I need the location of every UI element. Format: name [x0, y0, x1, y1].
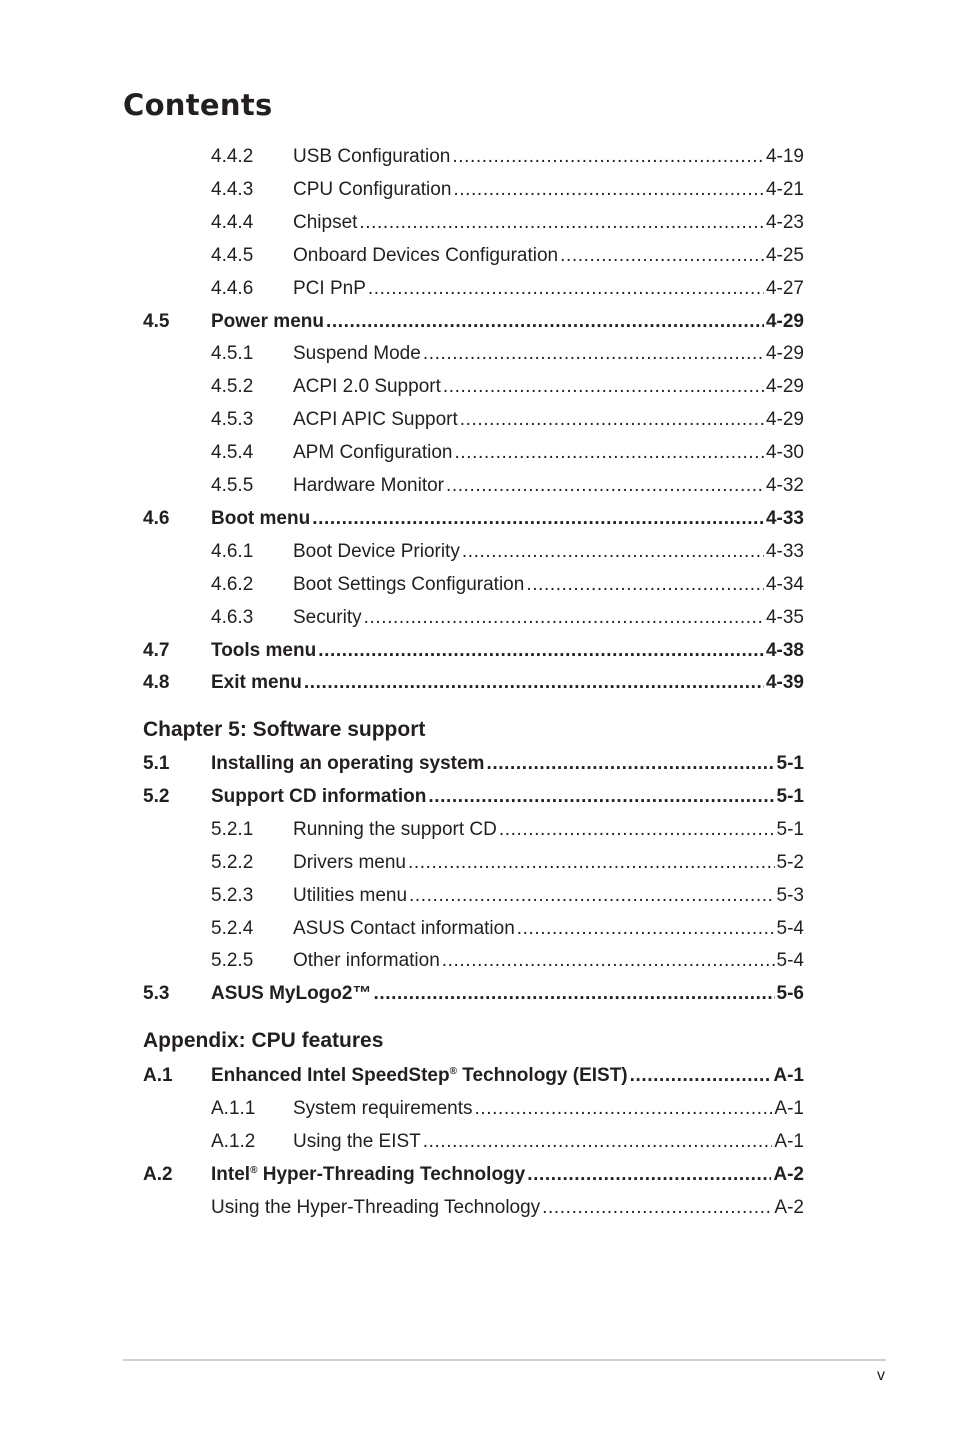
- toc-entry-number: 5.1: [143, 753, 170, 774]
- toc-entry-title-text: Boot Device Priority: [293, 541, 460, 562]
- toc-entry-page: A-2: [773, 1164, 804, 1185]
- toc-entry-page: 5-4: [776, 918, 804, 939]
- toc-entry-page: 4-25: [765, 245, 804, 266]
- toc-entry-title: [211, 310, 326, 334]
- toc-entry-title: [211, 507, 312, 531]
- toc-entry-page: 5-4: [776, 950, 804, 971]
- toc-entry-title: [293, 145, 452, 169]
- toc-entry-title-text: ACPI 2.0 Support: [293, 376, 441, 397]
- dot-leader: [368, 277, 764, 301]
- toc-entry-number: 4.5.4: [211, 442, 254, 463]
- toc-entry[interactable]: [0, 917, 954, 941]
- dot-leader: [630, 1064, 772, 1088]
- toc-entry-title-text: Running the support CD: [293, 819, 497, 840]
- dot-leader: [499, 818, 775, 842]
- dot-leader: [364, 606, 764, 630]
- toc-entry[interactable]: [0, 1196, 954, 1220]
- toc-entry-number: 4.6.2: [211, 574, 254, 595]
- toc-entry[interactable]: [0, 1163, 954, 1187]
- toc-entry[interactable]: [0, 540, 954, 564]
- toc-entry-title: [293, 884, 409, 908]
- toc-entry-title: [211, 1064, 630, 1088]
- toc-entry-title-text: Drivers menu: [293, 852, 406, 873]
- dot-leader: [460, 408, 764, 432]
- dot-leader: [408, 851, 775, 875]
- registered-mark: ®: [250, 1165, 258, 1176]
- toc-entry-number: 4.7: [143, 640, 170, 661]
- toc-entry-number: 5.2: [143, 786, 170, 807]
- toc-entry[interactable]: [0, 375, 954, 399]
- dot-leader: [452, 145, 764, 169]
- toc-entry-number: 4.6.3: [211, 607, 254, 628]
- dot-leader: [423, 1130, 773, 1154]
- toc-entry-page: 4-29: [765, 409, 804, 430]
- toc-entry-number: 4.5.5: [211, 475, 254, 496]
- toc-entry[interactable]: [0, 342, 954, 366]
- toc-entry-title: [211, 752, 486, 776]
- toc-entry-title: [293, 277, 368, 301]
- toc-entry[interactable]: [0, 145, 954, 169]
- toc-entry-number: 4.6: [143, 508, 170, 529]
- toc-entry-page: 5-2: [776, 852, 804, 873]
- registered-mark: ®: [449, 1066, 457, 1077]
- toc-entry-number: 4.8: [143, 672, 170, 693]
- dot-leader: [409, 884, 774, 908]
- toc-entry-page: A-1: [774, 1098, 804, 1119]
- toc-entry-title: [293, 949, 442, 973]
- toc-entry[interactable]: [0, 639, 954, 663]
- toc-entry-title-text: Hyper-Threading Technology: [257, 1164, 526, 1185]
- toc-entry-title-text: Using the EIST: [293, 1131, 421, 1152]
- toc-entry-title-text: CPU Configuration: [293, 179, 452, 200]
- toc-entry-page: 4-19: [765, 146, 804, 167]
- toc-entry-title-text: Intel: [211, 1164, 251, 1185]
- toc-entry-number: 5.2.2: [211, 852, 254, 873]
- dot-leader: [486, 752, 774, 776]
- toc-entry-page: 4-33: [765, 541, 804, 562]
- toc-entry[interactable]: [0, 441, 954, 465]
- toc-entry[interactable]: [0, 785, 954, 809]
- toc-entry-title-text: Boot Settings Configuration: [293, 574, 525, 595]
- toc-entry-page: 5-6: [776, 983, 804, 1004]
- toc-entry-title-text: ASUS MyLogo2™: [211, 983, 372, 1004]
- toc-entry-title: [293, 375, 443, 399]
- toc-entry[interactable]: [0, 851, 954, 875]
- toc-entry-title-text: PCI PnP: [293, 278, 366, 299]
- toc-entry-number: A.1.1: [211, 1098, 256, 1119]
- toc-entry-title: [293, 342, 423, 366]
- toc-entry-title-text: Utilities menu: [293, 885, 408, 906]
- dot-leader: [428, 785, 774, 809]
- toc-entry-title: [211, 1196, 542, 1220]
- toc-entry-title-text: Enhanced Intel SpeedStep: [211, 1065, 450, 1086]
- dot-leader: [326, 310, 764, 334]
- toc-entry-number: 4.5.2: [211, 376, 254, 397]
- toc-entry-title-text: APM Configuration: [293, 442, 453, 463]
- toc-entry-number: 5.2.4: [211, 918, 254, 939]
- toc-entry-page: 5-1: [776, 753, 804, 774]
- toc-entry-title-text: Installing an operating system: [211, 753, 485, 774]
- dot-leader: [517, 917, 775, 941]
- toc-entry-title: [293, 474, 446, 498]
- toc-entry[interactable]: [0, 982, 954, 1006]
- toc-entry-title: [211, 671, 304, 695]
- toc-entry-title: [293, 606, 364, 630]
- dot-leader: [462, 540, 764, 564]
- toc-entry[interactable]: [0, 244, 954, 268]
- toc-entry-number: 4.4.6: [211, 278, 254, 299]
- toc-entry[interactable]: [0, 474, 954, 498]
- toc-entry[interactable]: [0, 1097, 954, 1121]
- toc-entry-page: 4-29: [765, 311, 804, 332]
- toc-entry-number: 4.5: [143, 311, 170, 332]
- dot-leader: [453, 178, 764, 202]
- toc-entry-number: 5.2.1: [211, 819, 254, 840]
- toc-entry-title-text: ACPI APIC Support: [293, 409, 458, 430]
- toc-entry-title: [293, 408, 460, 432]
- toc-entry-title-text: Tools menu: [211, 640, 317, 661]
- toc-entry[interactable]: [0, 408, 954, 432]
- toc-entry-page: 5-1: [776, 786, 804, 807]
- toc-entry-page: 5-1: [776, 819, 804, 840]
- toc-entry[interactable]: [0, 752, 954, 776]
- toc-entry-page: 4-27: [765, 278, 804, 299]
- toc-entry-page: 4-32: [765, 475, 804, 496]
- toc-entry-title: [211, 982, 373, 1006]
- toc-entry[interactable]: [0, 949, 954, 973]
- toc-entry-page: 4-34: [765, 574, 804, 595]
- toc-entry[interactable]: [0, 211, 954, 235]
- dot-leader: [443, 375, 764, 399]
- dot-leader: [475, 1097, 773, 1121]
- toc-entry-page: A-2: [774, 1197, 804, 1218]
- toc-entry-number: A.2: [143, 1164, 173, 1185]
- dot-leader: [446, 474, 764, 498]
- toc-entry-page: 4-21: [765, 179, 804, 200]
- toc-entry-number: 4.5.3: [211, 409, 254, 430]
- toc-entry[interactable]: [0, 1130, 954, 1154]
- toc-entry-title-text: ASUS Contact information: [293, 918, 515, 939]
- toc-entry[interactable]: [0, 310, 954, 334]
- toc-entry-number: 4.4.4: [211, 212, 254, 233]
- toc-entry-title-text: Technology (EIST): [456, 1065, 628, 1086]
- toc-entry-number: 4.4.2: [211, 146, 254, 167]
- dot-leader: [318, 639, 764, 663]
- toc-entry[interactable]: [0, 573, 954, 597]
- toc-entry-title: [211, 639, 318, 663]
- toc-entry-title: [293, 441, 454, 465]
- toc-entry-title-text: Support CD information: [211, 786, 427, 807]
- toc-entry-title-text: Using the Hyper-Threading Technology: [211, 1197, 541, 1218]
- toc-entry-title-text: Power menu: [211, 311, 324, 332]
- toc-entry-number: A.1: [143, 1065, 173, 1086]
- toc-entry-title: [293, 818, 499, 842]
- dot-leader: [304, 671, 764, 695]
- toc-entry-title-text: Exit menu: [211, 672, 302, 693]
- toc-entry-page: 4-39: [765, 672, 804, 693]
- dot-leader: [542, 1196, 772, 1220]
- toc-entry-page: 4-35: [765, 607, 804, 628]
- toc-entry[interactable]: [0, 818, 954, 842]
- page-number: v: [877, 1367, 885, 1384]
- dot-leader: [423, 342, 764, 366]
- toc-entry-page: 4-29: [765, 376, 804, 397]
- dot-leader: [560, 244, 764, 268]
- toc-entry-number: 5.3: [143, 983, 170, 1004]
- toc-entry-title-text: Suspend Mode: [293, 343, 421, 364]
- toc-entry-title: [293, 573, 526, 597]
- toc-entry-title: [211, 785, 428, 809]
- toc-entry[interactable]: [0, 671, 954, 695]
- toc-entry-title: [293, 1097, 475, 1121]
- toc-entry-number: 5.2.3: [211, 885, 254, 906]
- toc-entry-title-text: Onboard Devices Configuration: [293, 245, 559, 266]
- toc-entry[interactable]: [0, 884, 954, 908]
- toc-entry-title-text: Chipset: [293, 212, 358, 233]
- toc-entry-number: 5.2.5: [211, 950, 254, 971]
- dot-leader: [359, 211, 764, 235]
- toc-entry-page: A-1: [774, 1131, 804, 1152]
- dot-leader: [312, 507, 764, 531]
- toc-entry-number: 4.4.3: [211, 179, 254, 200]
- toc-entry[interactable]: [0, 1064, 954, 1088]
- toc-entry-title: [293, 1130, 423, 1154]
- toc-entry-page: 4-23: [765, 212, 804, 233]
- toc-entry[interactable]: [0, 606, 954, 630]
- dot-leader: [373, 982, 774, 1006]
- toc-entry-title: [293, 540, 462, 564]
- dot-leader: [454, 441, 764, 465]
- toc-entry-page: 4-33: [765, 508, 804, 529]
- toc-entry-page: 4-30: [765, 442, 804, 463]
- toc-entry-title: [293, 211, 359, 235]
- toc-entry-number: A.1.2: [211, 1131, 256, 1152]
- toc-entry-number: 4.5.1: [211, 343, 254, 364]
- toc-entry-title: [293, 917, 517, 941]
- toc-entry-title-text: System requirements: [293, 1098, 473, 1119]
- toc-entry[interactable]: [0, 277, 954, 301]
- page-title: Contents: [123, 88, 273, 122]
- appendix-heading: Appendix: CPU features: [143, 1029, 384, 1052]
- toc-entry-title-text: Security: [293, 607, 362, 628]
- toc-entry-page: 4-29: [765, 343, 804, 364]
- toc-entry[interactable]: [0, 178, 954, 202]
- toc-entry-title: [211, 1163, 527, 1187]
- toc-entry-number: 4.6.1: [211, 541, 254, 562]
- toc-entry-title-text: Hardware Monitor: [293, 475, 444, 496]
- dot-leader: [527, 1163, 771, 1187]
- toc-entry-title-text: USB Configuration: [293, 146, 451, 167]
- toc-entry-page: A-1: [773, 1065, 804, 1086]
- dot-leader: [442, 949, 775, 973]
- toc-entry-title: [293, 851, 408, 875]
- toc-entry-title-text: Other information: [293, 950, 440, 971]
- footer-divider: [123, 1359, 886, 1361]
- toc-entry-number: 4.4.5: [211, 245, 254, 266]
- toc-entry[interactable]: [0, 507, 954, 531]
- toc-entry-title-text: Boot menu: [211, 508, 311, 529]
- toc-entry-title: [293, 178, 453, 202]
- toc-entry-page: 5-3: [776, 885, 804, 906]
- dot-leader: [526, 573, 764, 597]
- toc-entry-page: 4-38: [765, 640, 804, 661]
- chapter-5-heading: Chapter 5: Software support: [143, 718, 426, 741]
- toc-entry-title: [293, 244, 560, 268]
